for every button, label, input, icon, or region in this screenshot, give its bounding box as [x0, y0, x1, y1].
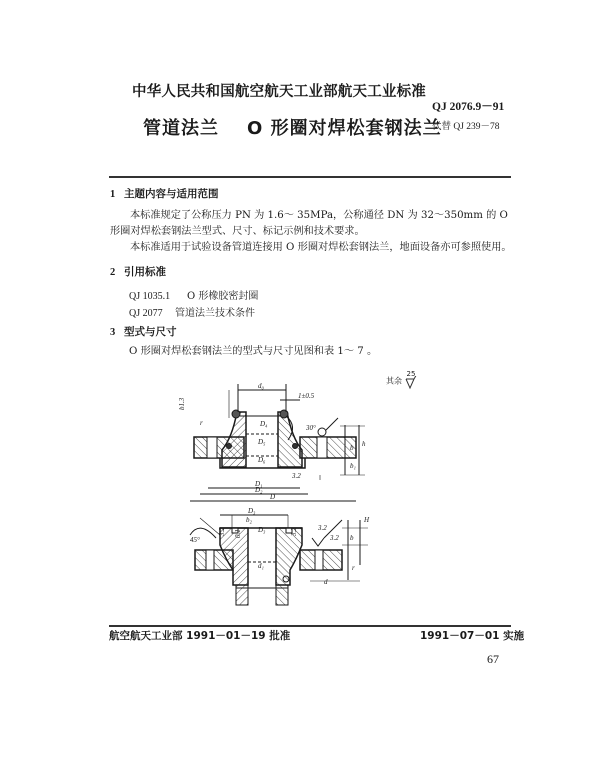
section-2-heading: 2 引用标准: [110, 266, 166, 278]
reference-item: QJ 1035.1 O 形橡胶密封圈: [129, 291, 259, 302]
svg-text:b₂: b₂: [246, 516, 252, 524]
svg-text:r: r: [352, 564, 355, 572]
svg-text:30°: 30°: [306, 424, 316, 432]
svg-text:3.2: 3.2: [292, 472, 301, 480]
svg-text:D: D: [270, 493, 276, 501]
svg-text:r: r: [200, 419, 203, 427]
svg-text:b: b: [350, 534, 354, 542]
section-3-heading: 3 型式与尺寸: [110, 326, 177, 338]
svg-text:45°: 45°: [190, 536, 200, 544]
svg-text:1±0.5: 1±0.5: [298, 392, 315, 400]
approval-date: 航空航天工业部 1991－01－19 批准: [109, 630, 291, 642]
roughness-symbol-icon: 25: [405, 374, 423, 388]
svg-text:d₁: d₁: [258, 562, 264, 570]
document-title: [143, 114, 442, 140]
flange-technical-drawing: [170, 370, 410, 610]
svg-text:D₂: D₂: [255, 486, 263, 494]
replaces-standard: 代替 QJ 239－78: [432, 122, 500, 132]
svg-text:0.1: 0.1: [234, 529, 242, 538]
svg-text:d: d: [324, 578, 328, 586]
label-d0: d₀: [258, 382, 264, 390]
svg-text:D₄: D₄: [260, 420, 268, 428]
section-1-heading: 1 主题内容与适用范围: [110, 188, 219, 200]
svg-text:3.2: 3.2: [290, 527, 298, 536]
svg-text:b₁: b₁: [350, 462, 356, 470]
standard-code: QJ 2076.9－91: [432, 101, 505, 113]
section-3-paragraph: O 形圈对焊松套钢法兰的型式与尺寸见图和表 1～ 7 。: [129, 346, 378, 357]
svg-text:b: b: [350, 444, 354, 452]
svg-text:h: h: [362, 440, 366, 448]
issuing-organization: 中华人民共和国航空航天工业部航天工业标准: [132, 84, 426, 100]
section-1-paragraph-2: 本标准适用于试验设备管道连接用 O 形圈对焊松套钢法兰，地面设备亦可参照使用。: [130, 242, 512, 253]
svg-text:3.2: 3.2: [318, 524, 327, 532]
svg-text:D₃: D₃: [258, 526, 266, 534]
svg-text:D₁: D₁: [255, 480, 263, 488]
svg-text:b1.3: b1.3: [178, 397, 186, 410]
roughness-note: 其余 25: [386, 374, 423, 388]
title-part-2: O 形圈对焊松套钢法兰: [247, 118, 442, 139]
page-number: 67: [487, 652, 499, 666]
svg-text:H: H: [364, 516, 370, 524]
header-divider: [109, 176, 511, 178]
section-1-paragraph-1: 本标准规定了公称压力 PN 为 1.6～ 35MPa，公称通径 DN 为 32～350mm 的 O 形圈对焊松套钢法兰型式、尺寸、标记示例和技术要求。: [110, 210, 508, 237]
svg-text:D₆: D₆: [258, 456, 266, 464]
title-part-1: 管道法兰: [143, 118, 219, 139]
svg-text:3.2: 3.2: [330, 534, 339, 542]
footer-divider: [109, 625, 511, 627]
implementation-date: 1991－07－01 实施: [420, 630, 525, 642]
svg-text:D₃: D₃: [248, 507, 256, 515]
reference-item: QJ 2077 管道法兰技术条件: [129, 308, 255, 319]
svg-text:3.2: 3.2: [218, 527, 226, 536]
svg-text:D₅: D₅: [258, 438, 266, 446]
